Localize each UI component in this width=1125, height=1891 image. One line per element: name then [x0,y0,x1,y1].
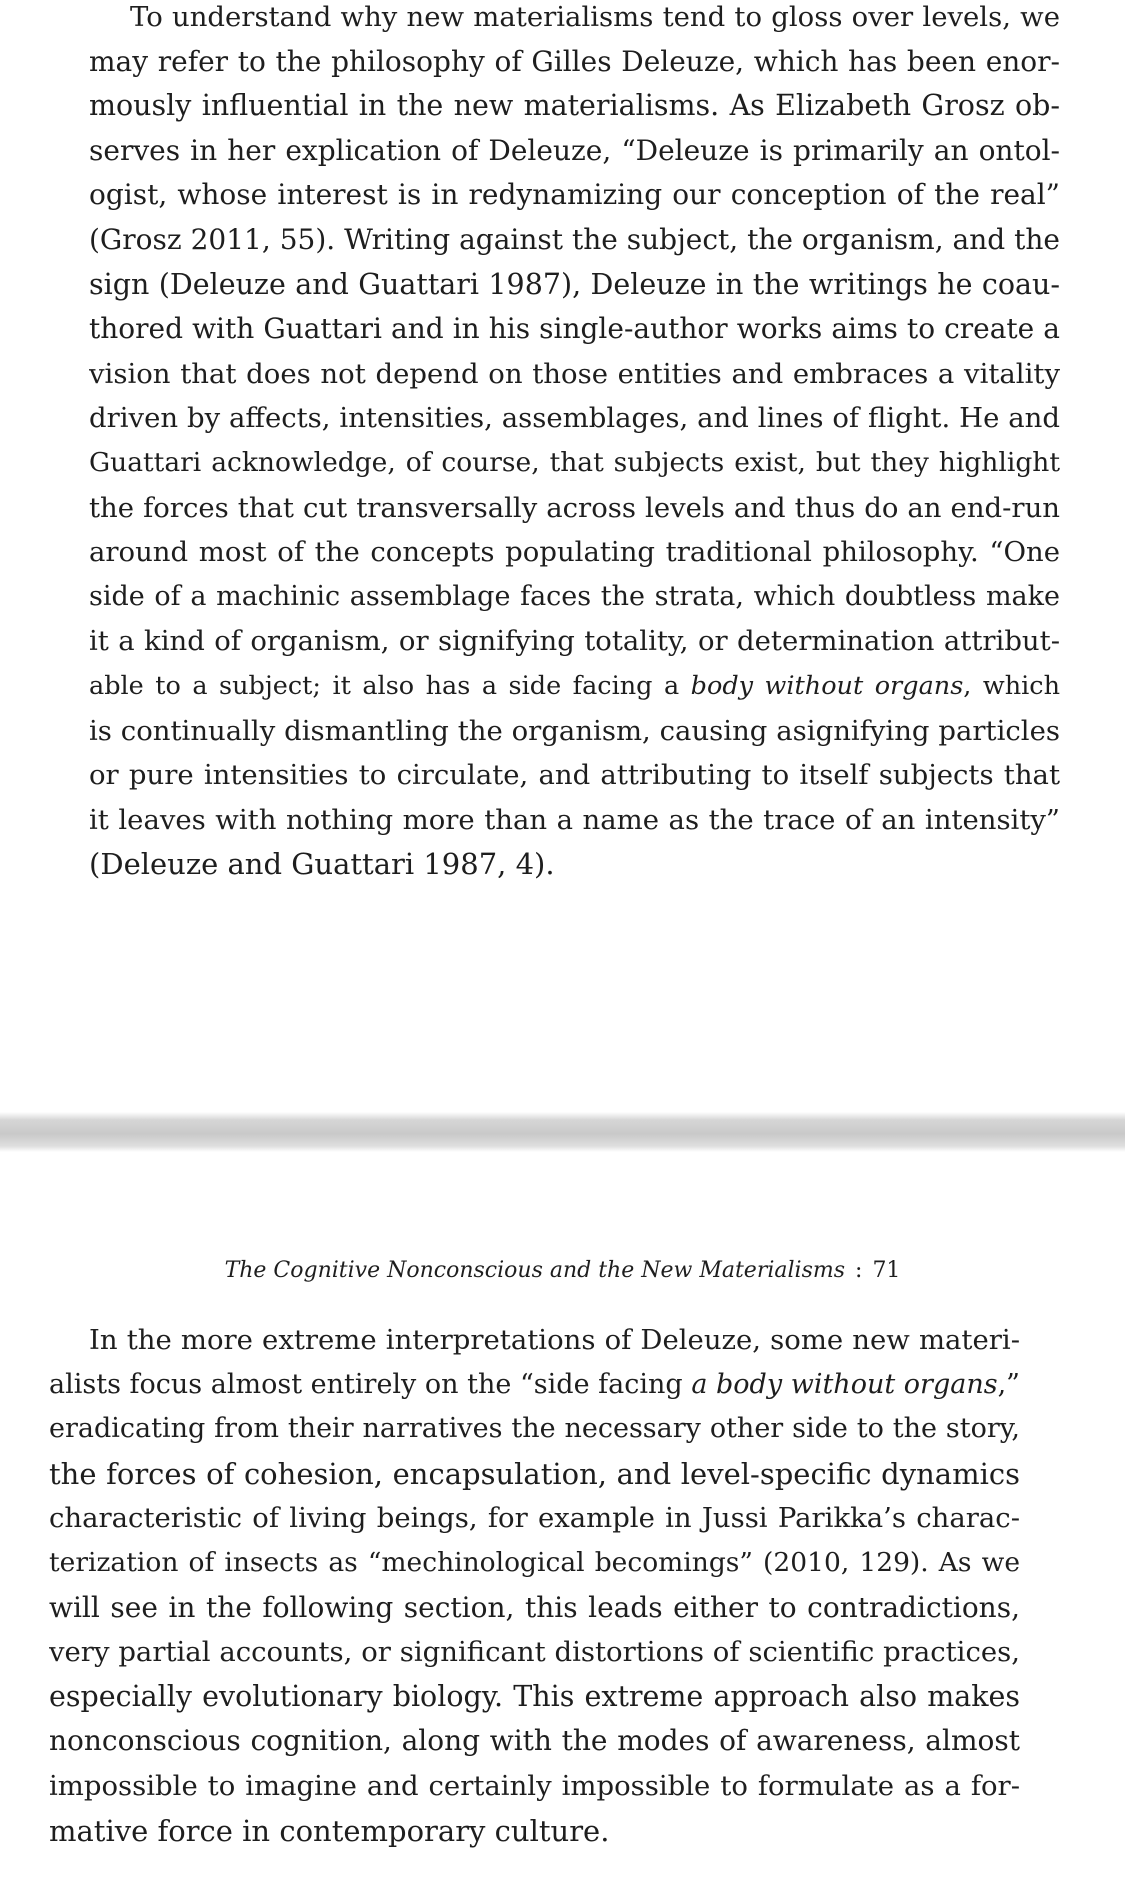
text-line: (Grosz 2011, 55). Writing against the subject, the organism, and the [89,223,1060,256]
text-line: the forces that cut transversally across levels and thus do an end-run [89,491,1060,524]
text-line: (Deleuze and Guattari 1987, 4). [89,847,555,882]
page-number: 71 [872,1258,901,1283]
text-segment: able to a subject; it also has a side facing a [89,671,691,701]
text-line: eradicating from their narratives the necessary other side to the story, [49,1413,1020,1445]
text-segment: , which [963,671,1060,701]
text-line: characteristic of living beings, for example in Jussi Parikka’s charac- [49,1502,1020,1535]
text-line: it leaves with nothing more than a name as the trace of an intensity” [89,803,1060,836]
text-line: side of a machinic assemblage faces the strata, which doubtless make [89,580,1060,612]
text-line: impossible to imagine and certainly impossible to formulate as a for- [49,1770,1020,1802]
text-line: mously influential in the new materialisms. As Elizabeth Grosz ob- [89,89,1060,123]
text-line: vision that does not depend on those entities and embraces a vitality [89,357,1060,390]
text-line: may refer to the philosophy of Gilles Deleuze, which has been enor- [89,44,1060,78]
page-divider [0,1112,1125,1152]
text-line-with-italic [89,664,1060,709]
running-head-title: The Cognitive Nonconscious and the New Materialisms [224,1258,846,1283]
text-line: or pure intensities to circulate, and attributing to itself subjects that [89,759,1060,792]
text-line: the forces of cohesion, encapsulation, and level-specific dynamics [49,1456,1020,1491]
running-head-separator: : [855,1258,863,1283]
text-line: mative force in contemporary culture. [49,1813,610,1848]
text-line: sign (Deleuze and Guattari 1987), Deleuze in the writings he coau- [89,267,1060,301]
text-line: Guattari acknowledge, of course, that subjects exist, but they highlight [89,447,1060,478]
text-segment: ,” [997,1368,1020,1400]
text-line: it a kind of organism, or signifying totality, or determination attribut- [89,625,1060,658]
text-segment: alists focus almost entirely on the “side facing [49,1368,692,1400]
text-line: In the more extreme interpretations of Deleuze, some new materi- [89,1324,1020,1356]
text-line: driven by affects, intensities, assemblages, and lines of flight. He and [89,402,1060,435]
text-line: nonconscious cognition, along with the modes of awareness, almost [49,1724,1020,1758]
text-line: around most of the concepts populating traditional philosophy. “One [89,536,1060,569]
running-head [0,1256,1125,1286]
italic-phrase: a body without organs [691,1368,998,1400]
text-line: To understand why new materialisms tend to gloss over levels, we [130,1,1060,33]
text-line: terization of insects as “mechinological becomings” (2010, 129). As we [49,1547,1020,1578]
text-line-with-italic [49,1363,1020,1408]
italic-phrase: body without organs [690,671,964,701]
text-line: ogist, whose interest is in redynamizing our conception of the real” [89,178,1060,212]
text-line: very partial accounts, or significant distortions of scientific practices, [49,1636,1020,1669]
text-line: will see in the following section, this leads either to contradictions, [49,1590,1020,1624]
text-line: especially evolutionary biology. This extreme approach also makes [49,1679,1020,1713]
text-line: is continually dismantling the organism, causing asignifying particles [89,714,1060,747]
text-line: thored with Guattari and in his single-author works aims to create a [89,312,1060,346]
text-line: serves in her explication of Deleuze, “Deleuze is primarily an ontol- [89,133,1060,167]
